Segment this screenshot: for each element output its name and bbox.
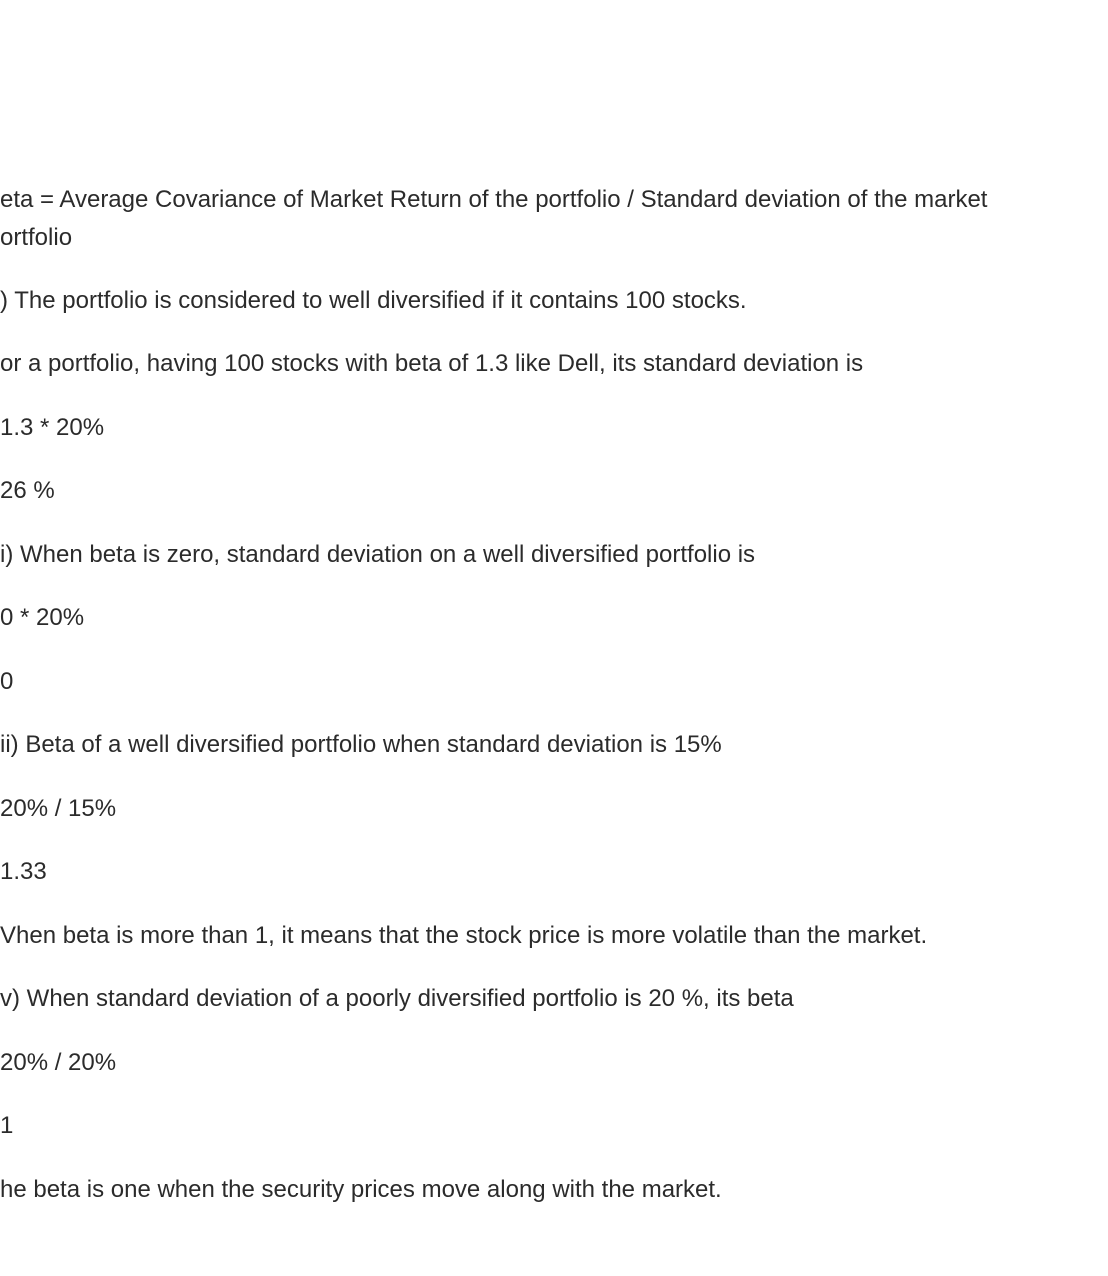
part-i-result: 26 % — [0, 477, 55, 504]
part-ii-question: i) When beta is zero, standard deviation on a well diversified portfolio is — [0, 541, 756, 568]
part-ii-result: 0 — [0, 668, 14, 695]
beta-definition-line: eta = Average Covariance of Market Return of the portfolio / Standard deviation of the market — [0, 186, 988, 213]
part-iii-explanation: Vhen beta is more than 1, it means that the stock price is more volatile than the market. — [0, 922, 928, 949]
part-ii-calculation: 0 * 20% — [0, 604, 85, 631]
part-i-statement: ) The portfolio is considered to well diversified if it contains 100 stocks. — [0, 287, 747, 314]
part-iv-question: v) When standard deviation of a poorly diversified portfolio is 20 %, its beta — [0, 985, 794, 1012]
part-iii-calculation: 20% / 15% — [0, 795, 117, 822]
part-i-calculation: 1.3 * 20% — [0, 414, 105, 441]
part-iv-calculation: 20% / 20% — [0, 1049, 117, 1076]
part-iv-explanation: he beta is one when the security prices move along with the market. — [0, 1176, 722, 1203]
part-iv-result: 1 — [0, 1112, 14, 1139]
beta-definition-continuation: ortfolio — [0, 224, 73, 251]
part-iii-result: 1.33 — [0, 858, 47, 885]
part-i-question: or a portfolio, having 100 stocks with beta of 1.3 like Dell, its standard deviation is — [0, 350, 864, 377]
part-iii-question: ii) Beta of a well diversified portfolio when standard deviation is 15% — [0, 731, 722, 758]
